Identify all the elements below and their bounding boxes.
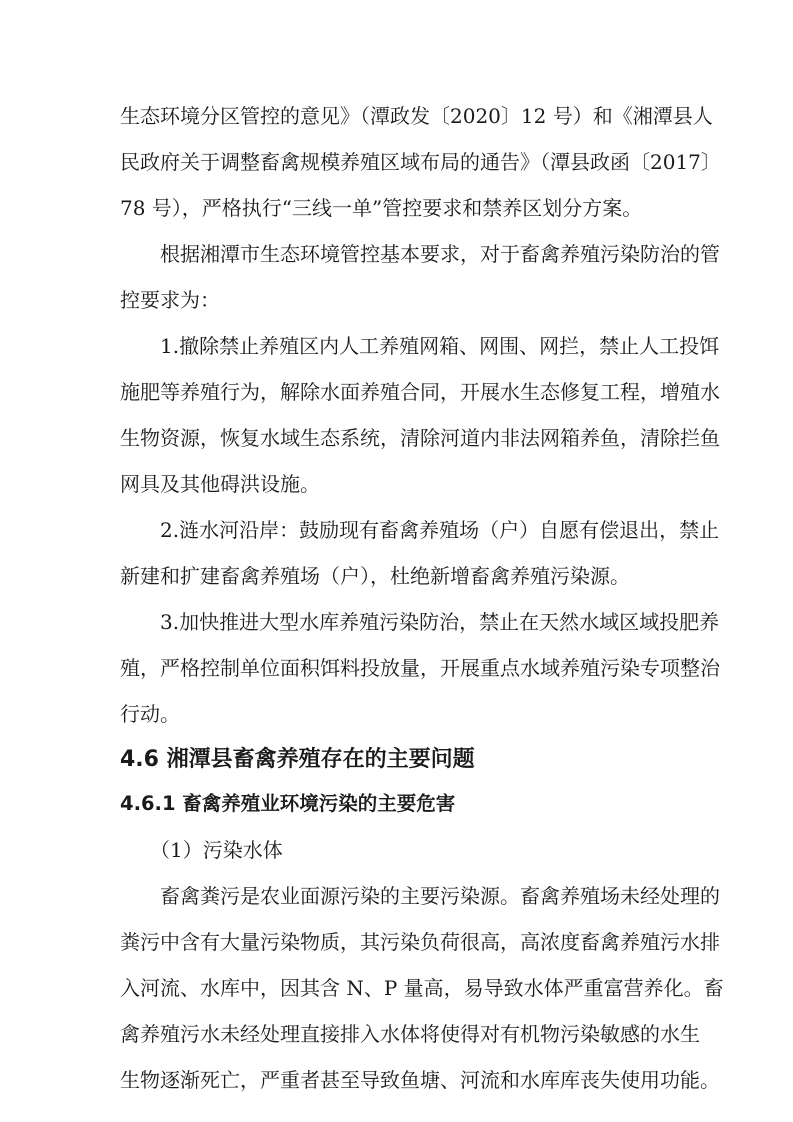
section-heading-text: 4.6 湘潭县畜禽养殖存在的主要问题 — [120, 747, 475, 772]
text-line-content: 生态环境分区管控的意见》（潭政发〔2020〕12 号）和《湘潭县人 — [120, 104, 713, 128]
text-line-content: 施肥等养殖行为，解除水面养殖合同，开展水生态修复工程，增殖水 — [120, 380, 720, 404]
text-line-content: 控要求为： — [120, 288, 220, 312]
text-line-content: 新建和扩建畜禽养殖场（户），杜绝新增畜禽养殖污染源。 — [120, 564, 630, 588]
subsection-heading-text: 4.6.1 畜禽养殖业环境污染的主要危害 — [120, 792, 456, 815]
text-line-content: 禽养殖污水未经处理直接排入水体将使得对有机物污染敏感的水生 — [120, 1022, 700, 1046]
text-line-content: 殖，严格控制单位面积饵料投放量，开展重点水域养殖污染专项整治 — [120, 656, 720, 680]
text-line-content: 根据湘潭市生态环境管控基本要求，对于畜禽养殖污染防治的管 — [160, 242, 720, 266]
text-line-content: 1.撤除禁止养殖区内人工养殖网箱、网围、网拦，禁止人工投饵 — [160, 334, 720, 358]
text-line-content: 行动。 — [120, 702, 180, 726]
text-line-content: 3.加快推进大型水库养殖污染防治，禁止在天然水域区域投肥养 — [160, 610, 720, 634]
text-line-content: 入河流、水库中，因其含 N、P 量高，易导致水体严重富营养化。畜 — [120, 976, 724, 1000]
text-line-content: 粪污中含有大量污染物质，其污染负荷很高，高浓度畜禽养殖污水排 — [120, 930, 720, 954]
text-line-content: 生物逐渐死亡，严重者甚至导致鱼塘、河流和水库库丧失使用功能。 — [120, 1068, 720, 1092]
text-line-content: 网具及其他碍洪设施。 — [120, 472, 320, 496]
text-line-content: 畜禽粪污是农业面源污染的主要污染源。畜禽养殖场未经处理的 — [160, 884, 720, 908]
text-line-content: 2.涟水河沿岸：鼓励现有畜禽养殖场（户）自愿有偿退出，禁止 — [160, 518, 720, 542]
text-line-content: 民政府关于调整畜禽规模养殖区域布局的通告》（潭县政函〔2017〕 — [120, 150, 721, 174]
text-line-content: 生物资源，恢复水域生态系统，清除河道内非法网箱养鱼，清除拦鱼 — [120, 426, 720, 450]
text-line-content: 78 号），严格执行“三线一单”管控要求和禁养区划分方案。 — [120, 196, 643, 220]
text-line-content: （1）污染水体 — [150, 838, 283, 862]
